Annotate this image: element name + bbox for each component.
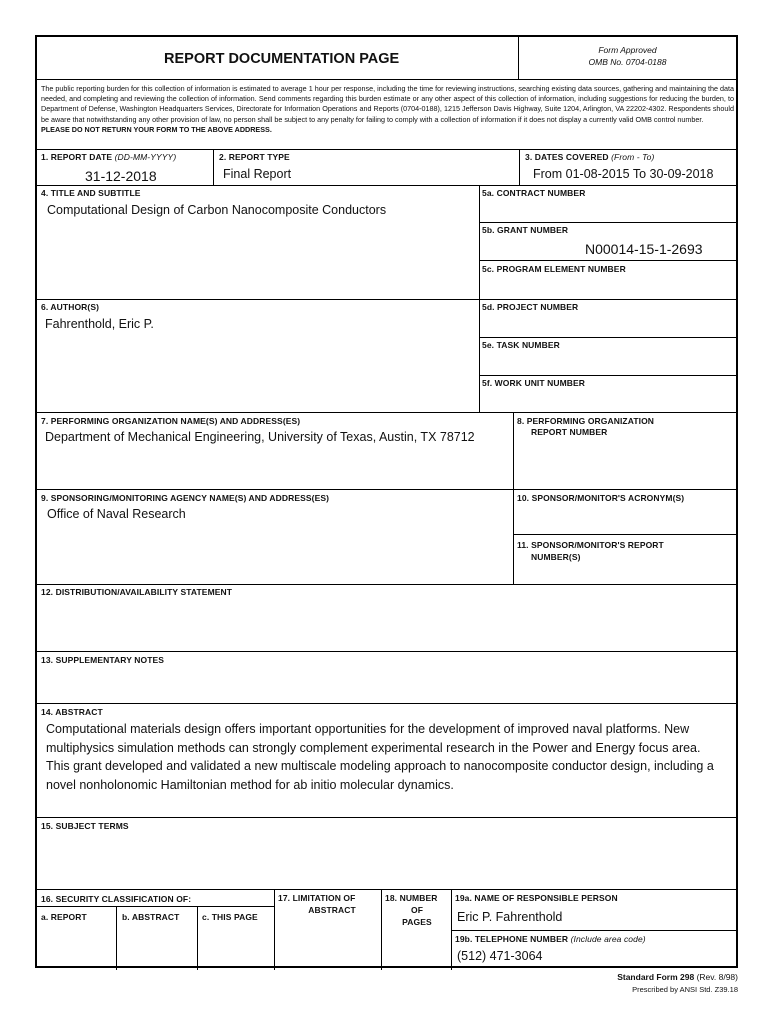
- report-type-value[interactable]: Final Report: [223, 167, 292, 181]
- rule-5a-5b: [479, 222, 736, 223]
- security-this-page-label: c. THIS PAGE: [202, 912, 258, 922]
- rule-author-7: [37, 412, 736, 413]
- burden-notice: [41, 84, 734, 135]
- rule-row1-top: [37, 149, 736, 150]
- sponsoring-agency-value[interactable]: Office of Naval Research: [47, 507, 186, 521]
- rule-v-5-series: [479, 185, 480, 412]
- sponsor-acronym-label: 10. SPONSOR/MONITOR'S ACRONYM(S): [517, 493, 685, 503]
- dates-covered-label: 3. DATES COVERED (From - To): [525, 152, 655, 162]
- responsible-person-label: 19a. NAME OF RESPONSIBLE PERSON: [455, 893, 618, 903]
- distribution-label: 12. DISTRIBUTION/AVAILABILITY STATEMENT: [41, 587, 233, 597]
- rule-9-12: [37, 584, 736, 585]
- sponsor-report-label-2: NUMBER(S): [531, 552, 581, 562]
- omb-number: OMB No. 0704-0188: [588, 57, 667, 67]
- burden-notice-text: The public reporting burden for this collection of information is estimated to average 1 hour per response, including the time for reviewing instructions, searching existing data sources, gathering and maintaining the data needed, and completing and reviewing the collection of information. Send comments regarding this burden estimate or any other aspect of this collection of information, including suggestions for reducing the burden, to Department of Defense, Washington Headquarters Services, Directorate for Information Operations and Reports (0704-0188), 1215 Jefferson Davis Highway, Suite 1204, Arlington, VA 22202-4302. Respondents should be aware that notwithstanding any other provision of law, no person shall be subject to any penalty for failing to comply with a collection of information if it does not display a currently valid OMB control number.: [41, 84, 734, 124]
- contract-number-label: 5a. CONTRACT NUMBER: [482, 188, 586, 198]
- report-documentation-form: [35, 35, 738, 968]
- performing-org-label: 7. PERFORMING ORGANIZATION NAME(S) AND ADDRESS(ES): [41, 416, 301, 426]
- grant-number-value[interactable]: N00014-15-1-2693: [585, 241, 703, 257]
- sponsoring-agency-label: 9. SPONSORING/MONITORING AGENCY NAME(S) AND ADDRESS(ES): [41, 493, 330, 503]
- project-number-label: 5d. PROJECT NUMBER: [482, 302, 579, 312]
- rule-5d-5e: [479, 337, 736, 338]
- performing-org-value[interactable]: Department of Mechanical Engineering, University of Texas, Austin, TX 78712: [45, 430, 475, 444]
- title-value[interactable]: Computational Design of Carbon Nanocomposite Conductors: [47, 203, 387, 217]
- prescribed-note: Prescribed by ANSI Std. Z39.18: [632, 985, 738, 994]
- title-label: 4. TITLE AND SUBTITLE: [41, 188, 141, 198]
- return-warning: PLEASE DO NOT RETURN YOUR FORM TO THE ABOVE ADDRESS.: [41, 124, 272, 134]
- rule-16-sub: [37, 906, 274, 907]
- performing-report-label-2: REPORT NUMBER: [531, 427, 608, 437]
- form-approved-label: Form Approved: [598, 45, 657, 55]
- supplementary-label: 13. SUPPLEMENTARY NOTES: [41, 655, 165, 665]
- rule-v-1-2: [213, 149, 214, 185]
- sponsor-report-label: 11. SPONSOR/MONITOR'S REPORT: [517, 540, 664, 550]
- performing-report-label: 8. PERFORMING ORGANIZATION: [517, 416, 655, 426]
- rule-v-16a-16b: [116, 906, 117, 970]
- rule-5b-5c: [479, 260, 736, 261]
- rule-5e-5f: [479, 375, 736, 376]
- task-number-label: 5e. TASK NUMBER: [482, 340, 560, 350]
- grant-number-label: 5b. GRANT NUMBER: [482, 225, 569, 235]
- security-classification-label: 16. SECURITY CLASSIFICATION OF:: [41, 894, 192, 904]
- rule-v-16-17: [274, 889, 275, 970]
- work-unit-label: 5f. WORK UNIT NUMBER: [482, 378, 586, 388]
- abstract-label: 14. ABSTRACT: [41, 707, 103, 717]
- limitation-label-2: ABSTRACT: [308, 905, 356, 915]
- rule-10-11: [513, 534, 736, 535]
- report-date-label: 1. REPORT DATE (DD-MM-YYYY): [41, 152, 177, 162]
- page-title: REPORT DOCUMENTATION PAGE: [164, 51, 400, 67]
- rule-v-16b-16c: [197, 906, 198, 970]
- rule-header: [37, 79, 736, 80]
- program-element-label: 5c. PROGRAM ELEMENT NUMBER: [482, 264, 626, 274]
- rule-14-15: [37, 817, 736, 818]
- rule-13-14: [37, 703, 736, 704]
- rule-7-9: [37, 489, 736, 490]
- form-name: Standard Form 298 (Rev. 8/98): [617, 972, 738, 982]
- report-date-value[interactable]: 31-12-2018: [85, 168, 157, 184]
- security-abstract-label: b. ABSTRACT: [122, 912, 180, 922]
- rule-v-8-10: [513, 412, 514, 584]
- rule-row1-bottom: [37, 185, 736, 186]
- rule-v-2-3: [519, 149, 520, 185]
- rule-19a-19b: [451, 930, 736, 931]
- authors-value[interactable]: Fahrenthold, Eric P.: [45, 317, 154, 331]
- number-pages-label-3: PAGES: [402, 917, 432, 927]
- rule-v-18-19: [451, 889, 452, 970]
- report-type-label: 2. REPORT TYPE: [219, 152, 290, 162]
- security-report-label: a. REPORT: [41, 912, 87, 922]
- rule-v-17-18: [381, 889, 382, 970]
- telephone-label: 19b. TELEPHONE NUMBER (Include area code): [455, 934, 646, 944]
- rule-title-author: [37, 299, 736, 300]
- subject-terms-label: 15. SUBJECT TERMS: [41, 821, 129, 831]
- limitation-label: 17. LIMITATION OF: [278, 893, 356, 903]
- number-pages-label: 18. NUMBER: [385, 893, 438, 903]
- responsible-person-value[interactable]: Eric P. Fahrenthold: [457, 910, 563, 924]
- abstract-value[interactable]: Computational materials design offers important opportunities for the development of improved naval platforms. New multiphysics simulation methods can strongly complement experimental research in the Power and Energy focus area. This grant developed and validated a new multiscale modeling approach to nanocomposite conductor design, including a novel nonholonomic Hamiltonian method for ab initio molecular dynamics.: [46, 722, 714, 792]
- number-pages-label-2: OF: [410, 905, 423, 915]
- rule-15-16: [37, 889, 736, 890]
- rule-12-13: [37, 651, 736, 652]
- dates-covered-value[interactable]: From 01-08-2015 To 30-09-2018: [533, 167, 714, 181]
- telephone-value[interactable]: (512) 471-3064: [457, 949, 543, 963]
- authors-label: 6. AUTHOR(S): [41, 302, 100, 312]
